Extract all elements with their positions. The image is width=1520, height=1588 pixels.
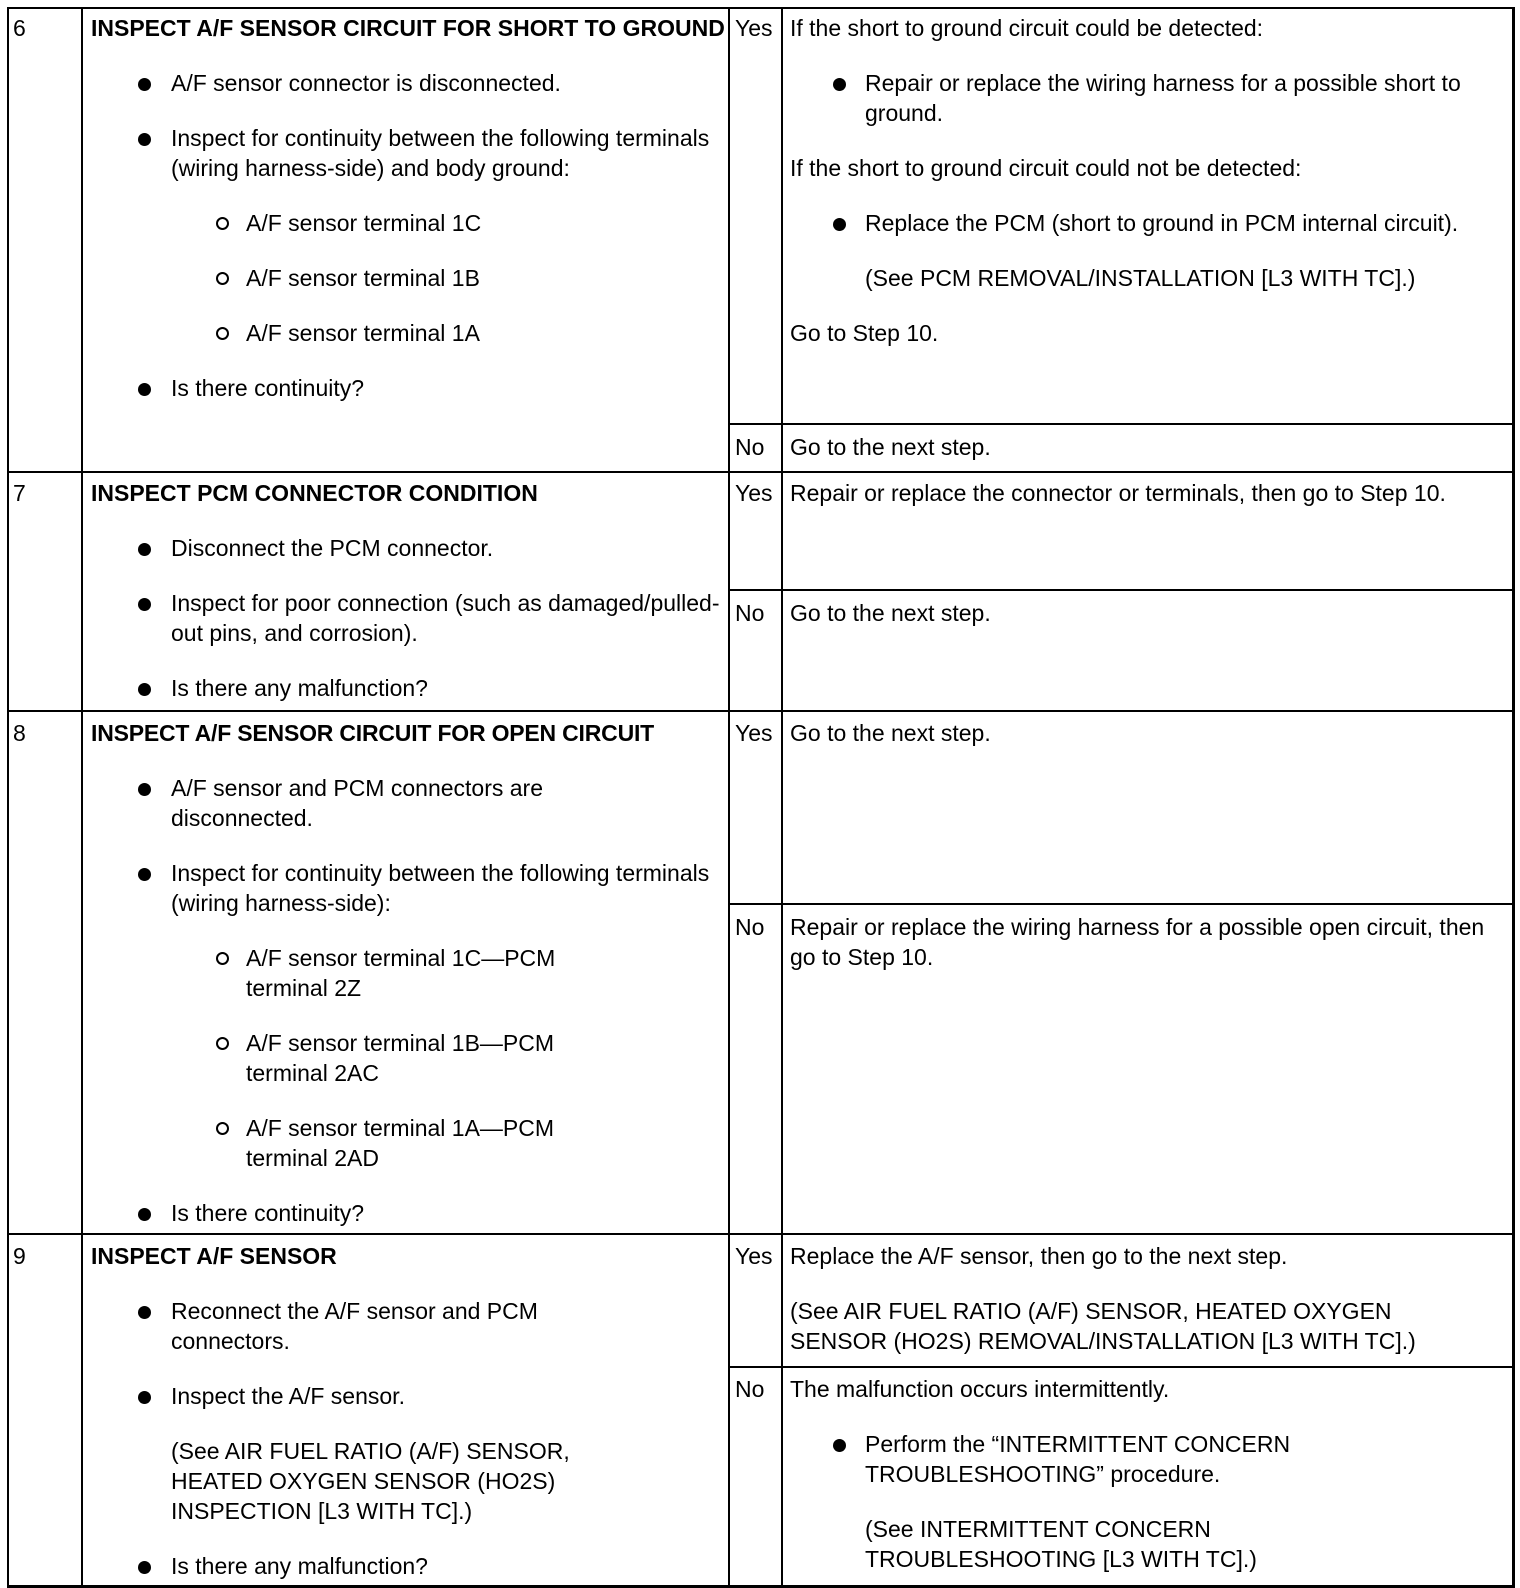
step-6-content — [83, 13, 728, 403]
result-bullet: Replace the PCM (short to ground in PCM internal circuit). — [790, 208, 1506, 238]
sub-item: A/F sensor terminal 1C—PCM terminal 2Z — [91, 943, 728, 1003]
bullet-icon — [138, 598, 151, 611]
result-text: Go to the next step. — [790, 600, 991, 626]
reference-text: (See INTERMITTENT CONCERN TROUBLESHOOTING [L3 WITH TC].) — [865, 1516, 1257, 1572]
yes-no-divider — [728, 589, 1515, 591]
row-divider — [7, 710, 1515, 712]
result-text: Go to the next step. — [790, 720, 991, 746]
step-number: 7 — [13, 480, 26, 506]
reference-text: (See AIR FUEL RATIO (A/F) SENSOR, HEATED OXYGEN SENSOR (HO2S) INSPECTION [L3 WITH TC].) — [171, 1438, 570, 1524]
result-text: Repair or replace the wiring harness for a possible open circuit, then go to Step 10. — [790, 914, 1485, 970]
no-label: No — [735, 914, 765, 940]
result-text: The malfunction occurs intermittently. — [790, 1376, 1170, 1402]
bullet-item: Inspect for continuity between the following terminals (wiring harness-side): — [91, 858, 728, 918]
bullet-item: A/F sensor and PCM connectors are disconnected. — [91, 773, 728, 833]
bullet-icon — [138, 383, 151, 396]
yes-no-divider — [728, 903, 1515, 905]
bullet-icon — [138, 683, 151, 696]
bullet-item: A/F sensor connector is disconnected. — [91, 68, 728, 98]
step-number: 8 — [13, 720, 26, 746]
sub-item: A/F sensor terminal 1B—PCM terminal 2AC — [91, 1028, 728, 1088]
bullet-item: Inspect for poor connection (such as damaged/pulled-out pins, and corrosion). — [91, 588, 728, 648]
result-text: If the short to ground circuit could be detected: — [790, 15, 1264, 41]
step-number: 9 — [13, 1243, 26, 1269]
circle-bullet-icon — [216, 952, 229, 965]
row-divider — [7, 1233, 1515, 1235]
bullet-icon — [138, 1208, 151, 1221]
sub-item: A/F sensor terminal 1B — [91, 263, 728, 293]
bullet-icon — [138, 543, 151, 556]
result-bullet: Repair or replace the wiring harness for a possible short to ground. — [790, 68, 1506, 128]
table-border-left — [7, 7, 9, 1588]
bullet-item: Is there any malfunction? — [91, 673, 728, 703]
step-title: INSPECT A/F SENSOR CIRCUIT FOR SHORT TO GROUND — [91, 15, 725, 41]
yes-result — [783, 13, 1512, 348]
col-divider-2 — [728, 7, 730, 1588]
no-label: No — [735, 434, 765, 460]
step-7-content — [83, 478, 728, 703]
bullet-icon — [138, 868, 151, 881]
sub-item: A/F sensor terminal 1C — [91, 208, 728, 238]
step-title: INSPECT A/F SENSOR — [91, 1243, 337, 1269]
bullet-item: Is there continuity? — [91, 1198, 728, 1228]
circle-bullet-icon — [216, 1037, 229, 1050]
no-label: No — [735, 1376, 765, 1402]
bullet-item: Reconnect the A/F sensor and PCM connectors. — [91, 1296, 728, 1356]
result-text: Repair or replace the connector or terminals, then go to Step 10. — [790, 480, 1446, 506]
no-label: No — [735, 600, 765, 626]
reference-text: (See PCM REMOVAL/INSTALLATION [L3 WITH TC].) — [865, 265, 1416, 291]
sub-item: A/F sensor terminal 1A—PCM terminal 2AD — [91, 1113, 728, 1173]
circle-bullet-icon — [216, 217, 229, 230]
table-border-top — [7, 7, 1515, 9]
goto-text: Go to Step 10. — [790, 320, 939, 346]
bullet-icon — [833, 1439, 846, 1452]
step-number: 6 — [13, 15, 26, 41]
yes-result — [783, 1241, 1512, 1356]
no-result — [783, 598, 1512, 628]
table-border-right — [1512, 7, 1515, 1588]
bullet-icon — [833, 218, 846, 231]
step-title: INSPECT A/F SENSOR CIRCUIT FOR OPEN CIRCUIT — [91, 720, 655, 746]
step-title: INSPECT PCM CONNECTOR CONDITION — [91, 480, 538, 506]
yes-no-divider — [728, 423, 1515, 425]
yes-no-divider — [728, 1366, 1515, 1368]
bullet-icon — [138, 783, 151, 796]
result-text: If the short to ground circuit could not be detected: — [790, 155, 1302, 181]
no-result — [783, 432, 1512, 462]
result-text: Go to the next step. — [790, 434, 991, 460]
sub-item: A/F sensor terminal 1A — [91, 318, 728, 348]
bullet-icon — [833, 78, 846, 91]
result-bullet: Perform the “INTERMITTENT CONCERN TROUBLESHOOTING” procedure. — [790, 1429, 1506, 1489]
circle-bullet-icon — [216, 272, 229, 285]
bullet-item: Inspect the A/F sensor. — [91, 1381, 728, 1411]
bullet-icon — [138, 1391, 151, 1404]
yes-label: Yes — [735, 1243, 773, 1269]
step-8-content — [83, 718, 728, 1228]
yes-label: Yes — [735, 480, 773, 506]
bullet-item: Disconnect the PCM connector. — [91, 533, 728, 563]
row-divider — [7, 471, 1515, 473]
yes-result — [783, 718, 1512, 748]
step-9-content — [83, 1241, 728, 1581]
circle-bullet-icon — [216, 327, 229, 340]
bullet-item: Is there any malfunction? — [91, 1551, 728, 1581]
reference-text: (See AIR FUEL RATIO (A/F) SENSOR, HEATED OXYGEN SENSOR (HO2S) REMOVAL/INSTALLATION [L3 WITH TC].) — [790, 1298, 1416, 1354]
bullet-icon — [138, 1306, 151, 1319]
yes-label: Yes — [735, 15, 773, 41]
bullet-icon — [138, 1561, 151, 1574]
no-result — [783, 1374, 1512, 1574]
circle-bullet-icon — [216, 1122, 229, 1135]
no-result — [783, 912, 1512, 972]
yes-label: Yes — [735, 720, 773, 746]
bullet-item: Is there continuity? — [91, 373, 728, 403]
bullet-icon — [138, 133, 151, 146]
yes-result — [783, 478, 1512, 508]
bullet-item: Inspect for continuity between the following terminals (wiring harness-side) and body ground: — [91, 123, 728, 183]
bullet-icon — [138, 78, 151, 91]
result-text: Replace the A/F sensor, then go to the next step. — [790, 1243, 1288, 1269]
